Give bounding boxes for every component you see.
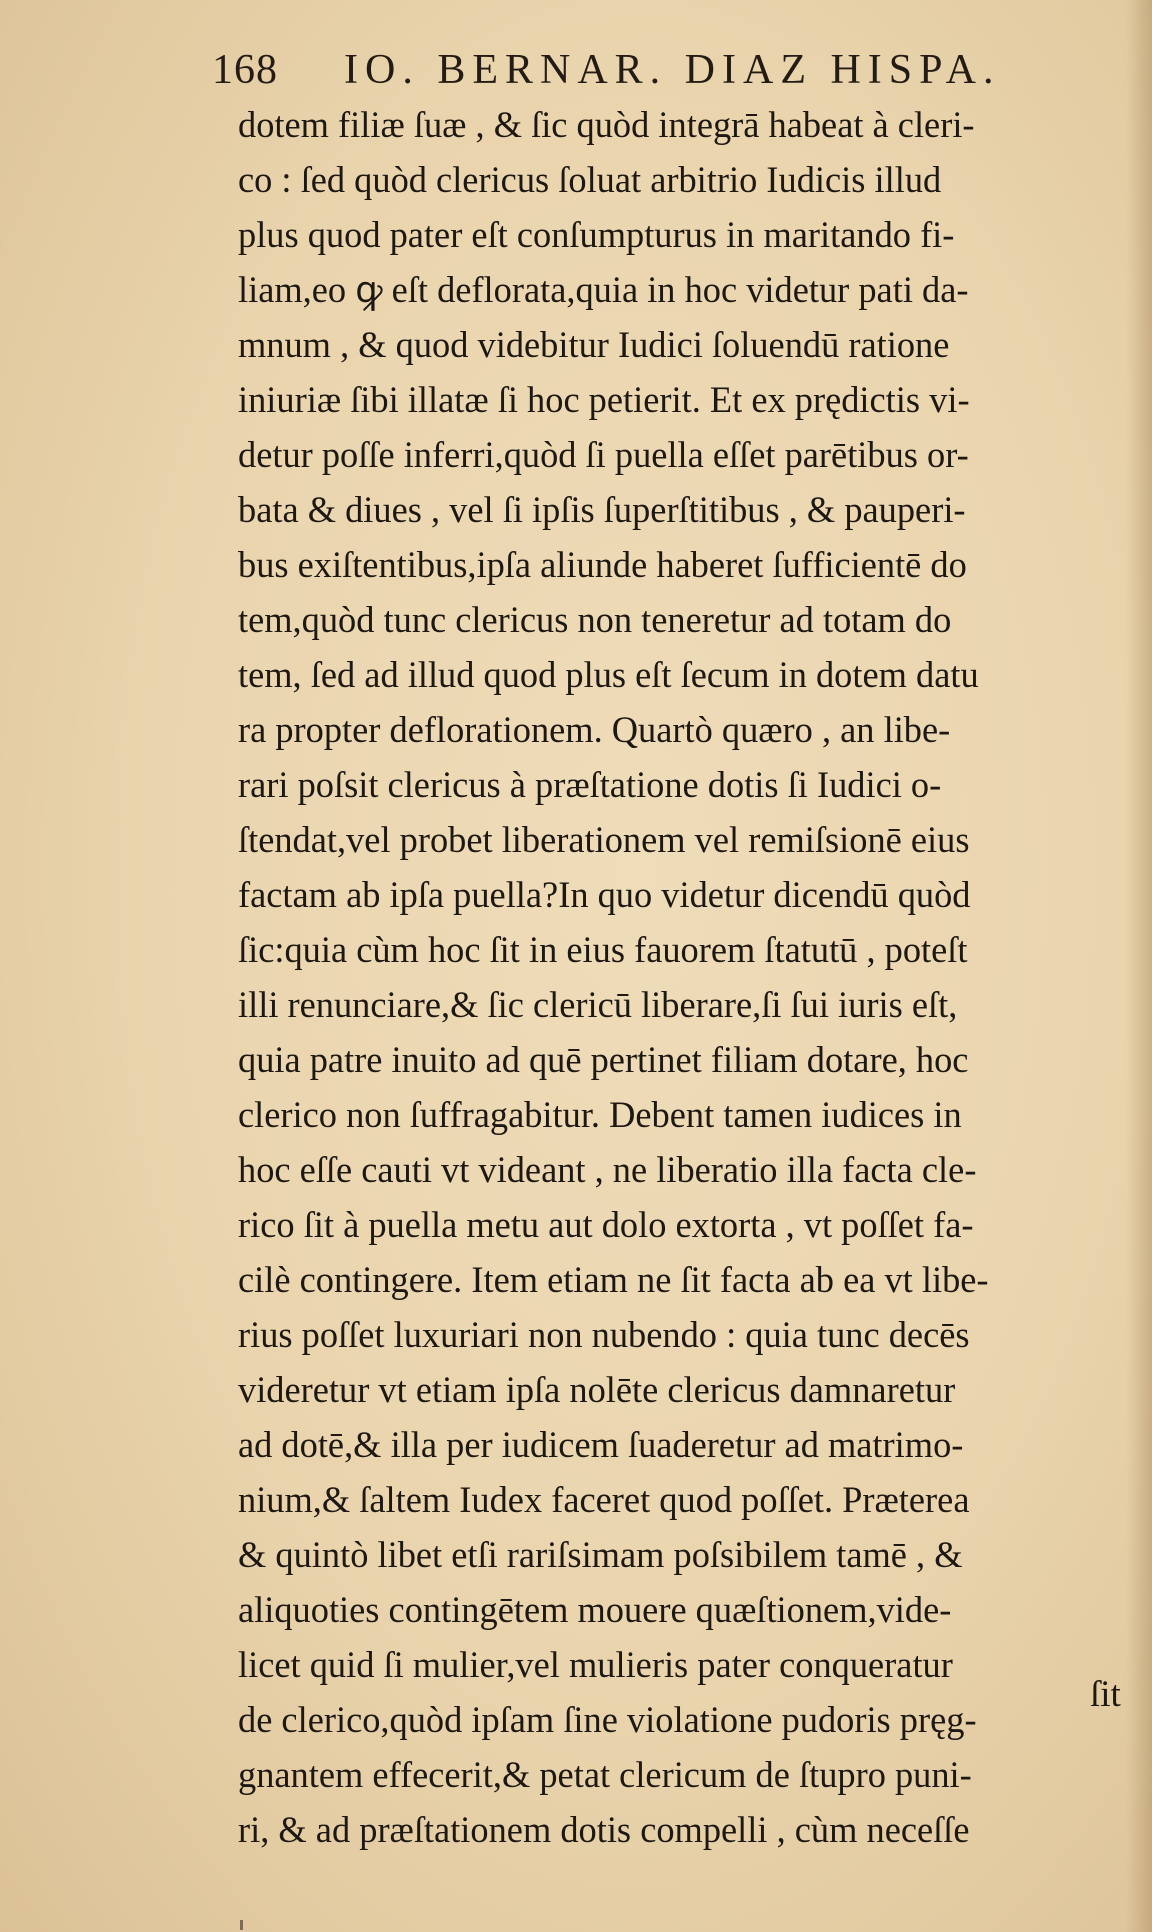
text-line: rius poſſet luxuriari non nubendo : quia tunc decēs — [238, 1315, 970, 1356]
text-line: factam ab ipſa puella?In quo videtur dicendū quòd — [238, 875, 971, 916]
text-line: & quintò libet etſi rariſsimam poſsibilem tamē , & — [238, 1535, 963, 1576]
text-line: nium,& ſaltem Iudex faceret quod poſſet. Præterea — [238, 1480, 970, 1521]
page-number: 168 — [212, 47, 278, 93]
text-line: illi renunciare,& ſic clericū liberare,ſi ſui iuris eſt, — [238, 985, 958, 1026]
text-line: bata & diues , vel ſi ipſis ſuperſtitibus , & pauperi- — [238, 490, 966, 531]
text-line: rico ſit à puella metu aut dolo extorta , vt poſſet fa- — [238, 1205, 974, 1246]
ink-mark — [240, 1920, 243, 1930]
text-line: videretur vt etiam ipſa nolēte clericus damnaretur — [238, 1370, 956, 1411]
text-line: licet quid ſi mulier,vel mulieris pater conqueratur — [238, 1645, 953, 1686]
catchword: ſit — [1090, 1674, 1121, 1715]
text-line: tem,quòd tunc clericus non teneretur ad totam do — [238, 600, 952, 641]
text-line: ad dotē,& illa per iudicem ſuaderetur ad matrimo- — [238, 1425, 964, 1466]
text-line: detur poſſe inferri,quòd ſi puella eſſet parētibus or- — [238, 435, 969, 476]
text-line: dotem filiæ ſuæ , & ſic quòd integrā habeat à cleri- — [238, 105, 975, 146]
text-line: ra propter deflorationem. Quartò quæro , an libe- — [238, 710, 951, 751]
text-line: ſtendat,vel probet liberationem vel remiſsionē eius — [238, 820, 970, 861]
text-line: mnum , & quod videbitur Iudici ſoluendū ratione — [238, 325, 950, 366]
text-line: clerico non ſuffragabitur. Debent tamen iudices in — [238, 1095, 962, 1136]
text-line: bus exiſtentibus,ipſa aliunde haberet ſufficientē do — [238, 545, 967, 586]
text-line: tem, ſed ad illud quod plus eſt ſecum in dotem datu — [238, 655, 979, 696]
text-line: gnantem effecerit,& petat clericum de ſtupro puni- — [238, 1755, 972, 1796]
page-header — [212, 46, 1072, 106]
text-line: hoc eſſe cauti vt videant , ne liberatio illa facta cle- — [238, 1150, 977, 1191]
text-line: quia patre inuito ad quē pertinet filiam dotare, hoc — [238, 1040, 969, 1081]
text-line: rari poſsit clericus à præſtatione dotis ſi Iudici o- — [238, 765, 942, 806]
text-line: liam,eo ꝙ eſt deflorata,quia in hoc videtur pati da- — [238, 270, 969, 311]
running-head: IO. BERNAR. DIAZ HISPA. — [344, 47, 1001, 93]
text-line: ri, & ad præſtationem dotis compelli , cùm neceſſe — [238, 1810, 970, 1851]
text-line: co : ſed quòd clericus ſoluat arbitrio Iudicis illud — [238, 160, 942, 201]
text-line: de clerico,quòd ipſam ſine violatione pudoris pręg- — [238, 1700, 977, 1741]
text-line: plus quod pater eſt conſumpturus in maritando fi- — [238, 215, 955, 256]
body-text — [238, 98, 1138, 1858]
text-line: aliquoties contingētem mouere quæſtionem,vide- — [238, 1590, 952, 1631]
text-line: cilè contingere. Item etiam ne ſit facta ab ea vt libe- — [238, 1260, 989, 1301]
text-line: ſic:quia cùm hoc ſit in eius fauorem ſtatutū , poteſt — [238, 930, 968, 971]
text-line: iniuriæ ſibi illatæ ſi hoc petierit. Et ex prędictis vi- — [238, 380, 970, 421]
